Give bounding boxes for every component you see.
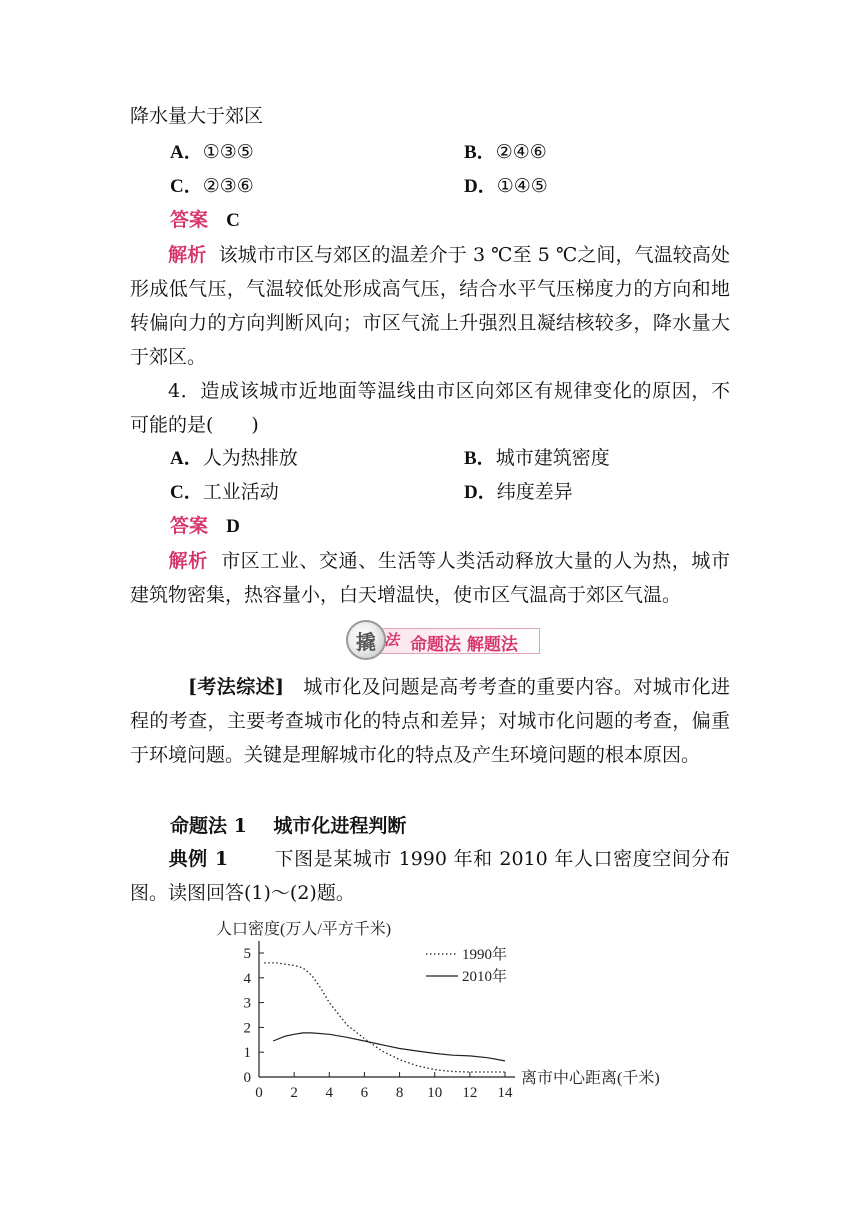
q3-option-d[interactable]: [464, 174, 548, 199]
q4-option-a[interactable]: [170, 446, 298, 471]
option-key: A．: [170, 448, 203, 469]
q4-option-c[interactable]: [170, 480, 279, 505]
example1-text: 下图是某城市 1990 年和 2010 年人口密度空间分布图。读图回答(1)～(2)题。: [130, 848, 730, 904]
method1-label: 命题法 1: [170, 815, 247, 837]
q3-option-a[interactable]: [170, 140, 254, 165]
option-key: D．: [464, 176, 497, 197]
q3-analysis: [130, 238, 730, 374]
example1-paragraph: [130, 842, 730, 910]
y-tick-label: 3: [243, 995, 251, 1012]
option-text: ①③⑤: [202, 141, 254, 163]
x-tick-label: 0: [255, 1085, 263, 1101]
x-tick-label: 10: [427, 1085, 443, 1101]
answer-label: 答案: [170, 209, 209, 231]
analysis-text: 该城市市区与郊区的温差介于 3 ℃至 5 ℃之间，气温较高处形成低气压，气温较低处形成高气压，结合水平气压梯度力的方向和地转偏向力的方向判断风向；市区气流上升强烈且凝结核较多，降水量大于郊区。: [130, 244, 730, 368]
option-key: B．: [464, 448, 496, 469]
q4-analysis: [130, 544, 730, 612]
y-axis-label: 人口密度(万人/平方千米): [216, 921, 392, 938]
y-tick-label: 2: [243, 1020, 251, 1037]
option-text: 人为热排放: [202, 447, 298, 469]
method1-heading: [170, 814, 406, 838]
seal-char: 撬: [356, 629, 376, 654]
q4-option-b[interactable]: [464, 446, 610, 471]
option-key: C．: [170, 482, 203, 503]
q4-answer: [170, 514, 240, 539]
section-banner: [346, 618, 546, 662]
q4-stem: [130, 374, 730, 442]
option-text: ②③⑥: [202, 175, 254, 197]
x-tick-label: 2: [290, 1085, 298, 1101]
q4-stem-text: 4．造成该城市近地面等温线由市区向郊区有规律变化的原因，不可能的是( ): [130, 380, 730, 436]
analysis-text: 市区工业、交通、生活等人类活动释放大量的人为热，城市建筑物密集，热容量小，白天增温快，使市区气温高于郊区气温。: [130, 550, 730, 606]
example1-label: 典例 1: [168, 848, 229, 870]
y-tick-label: 0: [243, 1070, 251, 1086]
banner-title: 命题法 解题法: [410, 635, 518, 655]
banner-fa-char: 法: [384, 631, 400, 649]
y-tick-label: 1: [243, 1045, 251, 1062]
q3-answer: [170, 208, 240, 233]
option-text: 纬度差异: [496, 481, 573, 503]
x-tick-label: 12: [462, 1085, 478, 1101]
answer-label: 答案: [170, 515, 209, 537]
legend-label: 2010年: [462, 969, 508, 985]
q3-option-b[interactable]: [464, 140, 547, 165]
x-axis-label: 离市中心距离(千米): [521, 1070, 660, 1087]
method1-title: 城市化进程判断: [273, 815, 407, 837]
option-key: B．: [464, 142, 496, 163]
answer-value: C: [226, 210, 240, 231]
summary-paragraph: [130, 670, 730, 772]
q4-option-d[interactable]: [464, 480, 573, 505]
q3-option-c[interactable]: [170, 174, 254, 199]
population-density-chart: [208, 912, 688, 1108]
chart-svg: [208, 912, 688, 1108]
y-tick-label: 5: [243, 946, 251, 962]
x-tick-label: 6: [360, 1085, 369, 1101]
x-tick-label: 4: [325, 1085, 334, 1101]
series-line-2010年: [273, 1033, 505, 1061]
option-text: ①④⑤: [496, 175, 548, 197]
option-text: 城市建筑密度: [495, 447, 610, 469]
analysis-label: 解析: [168, 550, 208, 572]
summary-text: 城市化及问题是高考考查的重要内容。对城市化进程的考查，主要考查城市化的特点和差异；对城市化问题的考查，偏重于环境问题。关键是理解城市化的特点及产生环境问题的根本原因。: [130, 676, 730, 766]
seal-icon: [346, 620, 386, 660]
y-tick-label: 4: [243, 970, 251, 987]
analysis-label: 解析: [168, 244, 207, 266]
option-key: C．: [170, 176, 203, 197]
legend-label: 1990年: [462, 947, 508, 963]
x-tick-label: 14: [497, 1085, 513, 1101]
continuation-line: 降水量大于郊区: [130, 105, 264, 127]
option-key: A．: [170, 142, 203, 163]
option-text: 工业活动: [202, 481, 279, 503]
summary-label: [考法综述]: [188, 676, 285, 698]
answer-value: D: [226, 516, 240, 537]
option-key: D．: [464, 482, 497, 503]
x-tick-label: 8: [395, 1085, 404, 1101]
option-text: ②④⑥: [495, 141, 547, 163]
